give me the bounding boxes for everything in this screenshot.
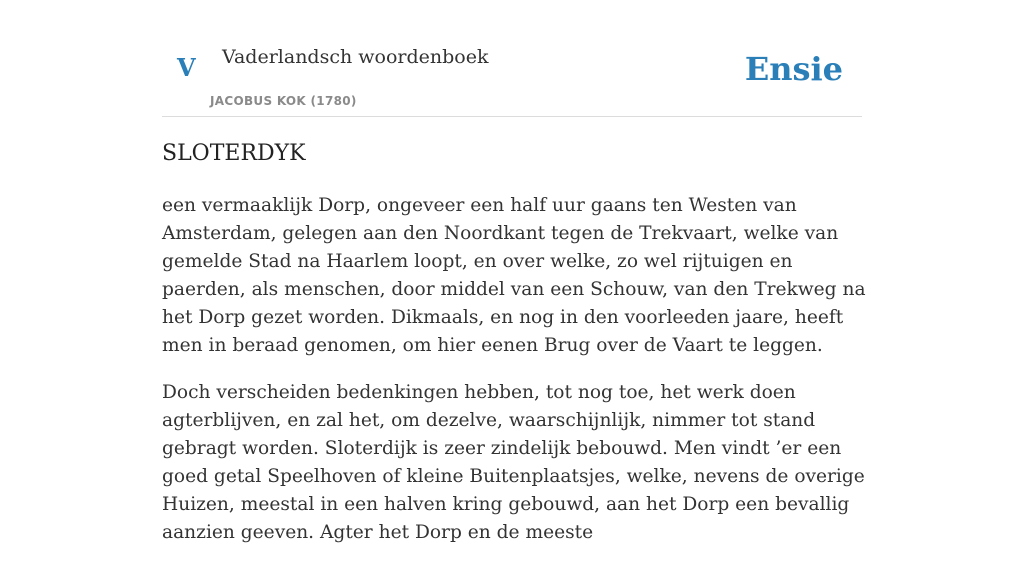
header <box>162 0 862 117</box>
entry-title: SLOTERDYK <box>162 141 306 166</box>
book-author: JACOBUS KOK (1780) <box>210 94 357 108</box>
book-letter-icon[interactable]: V <box>177 53 196 82</box>
ensie-logo[interactable]: Ensie <box>744 50 843 88</box>
book-title-link[interactable]: Vaderlandsch woordenboek <box>222 46 489 68</box>
entry-paragraph: een vermaaklijk Dorp, ongeveer een half uur gaans ten Westen van Amsterdam, gelegen aan den Noordkant tegen de Trekvaart, welke van gemelde Stad na Haarlem loopt, en over welke, zo wel rijtuigen en paerden, als menschen, door middel van een Schouw, van den Trekweg na het Dorp gezet worden. Dikmaals, en nog in den voorleeden jaare, heeft men in beraad genomen, om hier eenen Brug over de Vaart te leggen. <box>162 195 866 356</box>
entry-content <box>162 192 867 566</box>
entry-paragraph: Doch verscheiden bedenkingen hebben, tot nog toe, het werk doen agterblijven, en zal het, om dezelve, waarschijnlijk, nimmer tot stand gebragt worden. Sloterdijk is zeer zindelijk bebouwd. Men vindt ’er een goed getal Speelhoven of kleine Buitenplaatsjes, welke, nevens de overige Huizen, meestal in een halven kring gebouwd, aan het Dorp een bevallig aanzien geeven. Agter het Dorp en de meeste <box>162 382 865 543</box>
